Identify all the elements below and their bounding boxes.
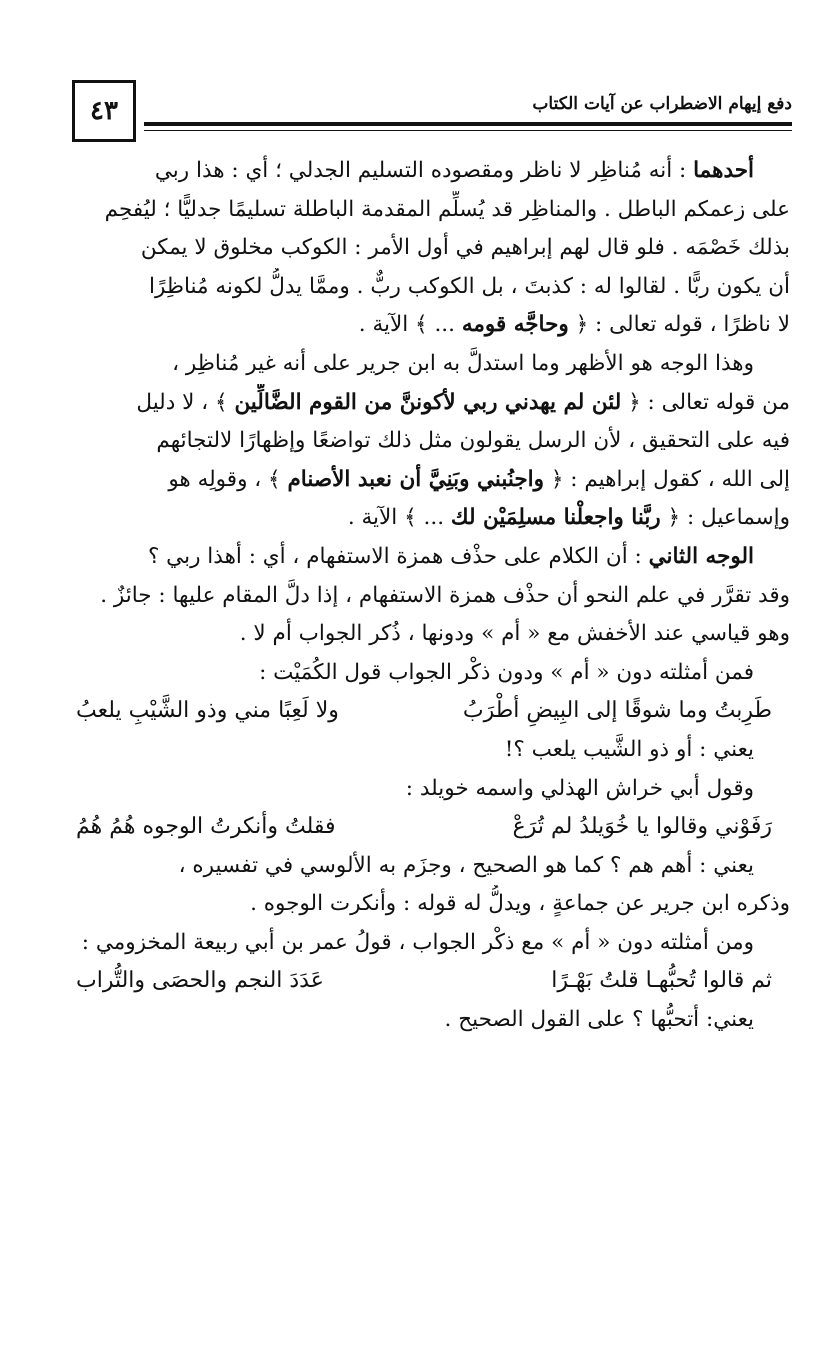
text-span: ... ﴾ الآية . [347, 505, 451, 531]
bold-term: الوجه الثاني [648, 543, 754, 569]
verse-hemistich-first: ثم قالوا تُحبُّهـا قلتُ بَهْـرًا [551, 968, 772, 994]
text-span: ﴾ ، لا دليل [136, 389, 235, 415]
text-span: ... ﴾ الآية . [358, 312, 462, 338]
text-line: ومن أمثلته دون « أم » مع ذكْر الجواب ، قولُ عمر بن أبي ربيعة المخزومي : [81, 929, 754, 955]
text-span: من قوله تعالى : ﴿ [621, 389, 790, 415]
quran-quote: وحاجَّه قومه [461, 312, 569, 338]
running-title: دفع إيهام الاضطراب عن آيات الكتاب [532, 94, 792, 114]
text-line: على زعمكم الباطل . والمناظِر قد يُسلِّم المقدمة الباطلة تسليمًا جدليًّا ؛ ليُفحِم [104, 196, 790, 222]
text-line: أن يكون ربًّا . لقالوا له : كذبتَ ، بل الكوكب ربٌّ . وممَّا يدلُّ لكونه مُناظِرًا [149, 273, 790, 299]
bold-term: أحدهما [693, 158, 754, 183]
verse-hemistich-first: طَرِبتُ وما شوقًا إلى البِيضِ أطْرَبُ [462, 698, 772, 724]
text-line [68, 306, 790, 345]
text-span: وإسماعيل : ﴿ [660, 505, 790, 531]
text-span: : أنه مُناظِر لا ناظر ومقصوده التسليم الجدلي ؛ أي : هذا ربي [154, 158, 694, 183]
text-line [68, 499, 790, 538]
verse-hemistich-first: رَفَوْني وقالوا يا خُوَيلدُ لم تُرَعْ [512, 814, 772, 840]
text-line: وهو قياسي عند الأخفش مع « أم » ودونها ، ذُكر الجواب أم لا . [239, 621, 790, 647]
text-line [68, 461, 790, 500]
quran-quote: واجنُبني وبَنِيَّ أن نعبد الأصنام [287, 466, 544, 492]
quran-quote: ربَّنا واجعلْنا مسلِمَيْن لك [450, 505, 661, 531]
page-number: ٤٣ [72, 80, 136, 142]
text-span: إلى الله ، كقول إبراهيم : ﴿ [543, 466, 790, 492]
text-span: لا ناظرًا ، قوله تعالى : ﴿ [568, 312, 790, 338]
text-line [68, 538, 790, 577]
text-line: فيه على التحقيق ، لأن الرسل يقولون مثل ذلك تواضعًا وإظهارًا لالتجائهم [156, 428, 790, 454]
text-line: وقول أبي خراش الهذلي واسمه خويلد : [405, 775, 754, 801]
text-line [68, 384, 790, 423]
page-header [72, 80, 792, 152]
text-line: يعني: أتحبُّها ؟ على القول الصحيح . [444, 1007, 754, 1033]
verse-hemistich-second: عَدَدَ النجم والحصَى والتُّراب [76, 968, 324, 994]
text-line: وهذا الوجه هو الأظهر وما استدلَّ به ابن جرير على أنه غير مُناظِر ، [172, 350, 754, 376]
poetry-verse [68, 808, 790, 847]
text-span: ﴾ ، وقولِه هو [168, 466, 288, 492]
text-line: وقد تقرَّر في علم النحو أن حذْف همزة الاستفهام ، إذا دلَّ المقام عليها : جائزٌ . [100, 582, 790, 608]
text-line: وذكره ابن جرير عن جماعةٍ ، ويدلُّ له قوله : وأنكرت الوجوه . [250, 891, 790, 917]
text-span: : أن الكلام على حذْف همزة الاستفهام ، أي : أهذا ربي ؟ [147, 543, 649, 569]
header-rule-thin [144, 130, 792, 131]
text-line [68, 152, 790, 191]
text-line: يعني : أهم هم ؟ كما هو الصحيح ، وجزَم به الألوسي في تفسيره ، [178, 852, 754, 878]
text-line: فمن أمثلته دون « أم » ودون ذكْر الجواب قول الكُمَيْت : [259, 659, 754, 685]
poetry-verse [68, 962, 790, 1001]
verse-hemistich-second: ولا لَعِبًا مني وذو الشَّيْبِ يلعبُ [76, 698, 339, 724]
poetry-verse [68, 692, 790, 731]
verse-hemistich-second: فقلتُ وأنكرتُ الوجوه هُمُ هُمُ [76, 814, 336, 840]
quran-quote: لئن لم يهدني ربي لأكوننَّ من القوم الضَّالِّين [234, 389, 622, 415]
header-rule-thick [144, 122, 792, 126]
body-text [68, 152, 790, 1040]
text-line: يعني : أو ذو الشَّيب يلعب ؟! [504, 736, 754, 762]
text-line: بذلك خَصْمَه . فلو قال لهم إبراهيم في أول الأمر : الكوكب مخلوق لا يمكن [140, 235, 790, 261]
